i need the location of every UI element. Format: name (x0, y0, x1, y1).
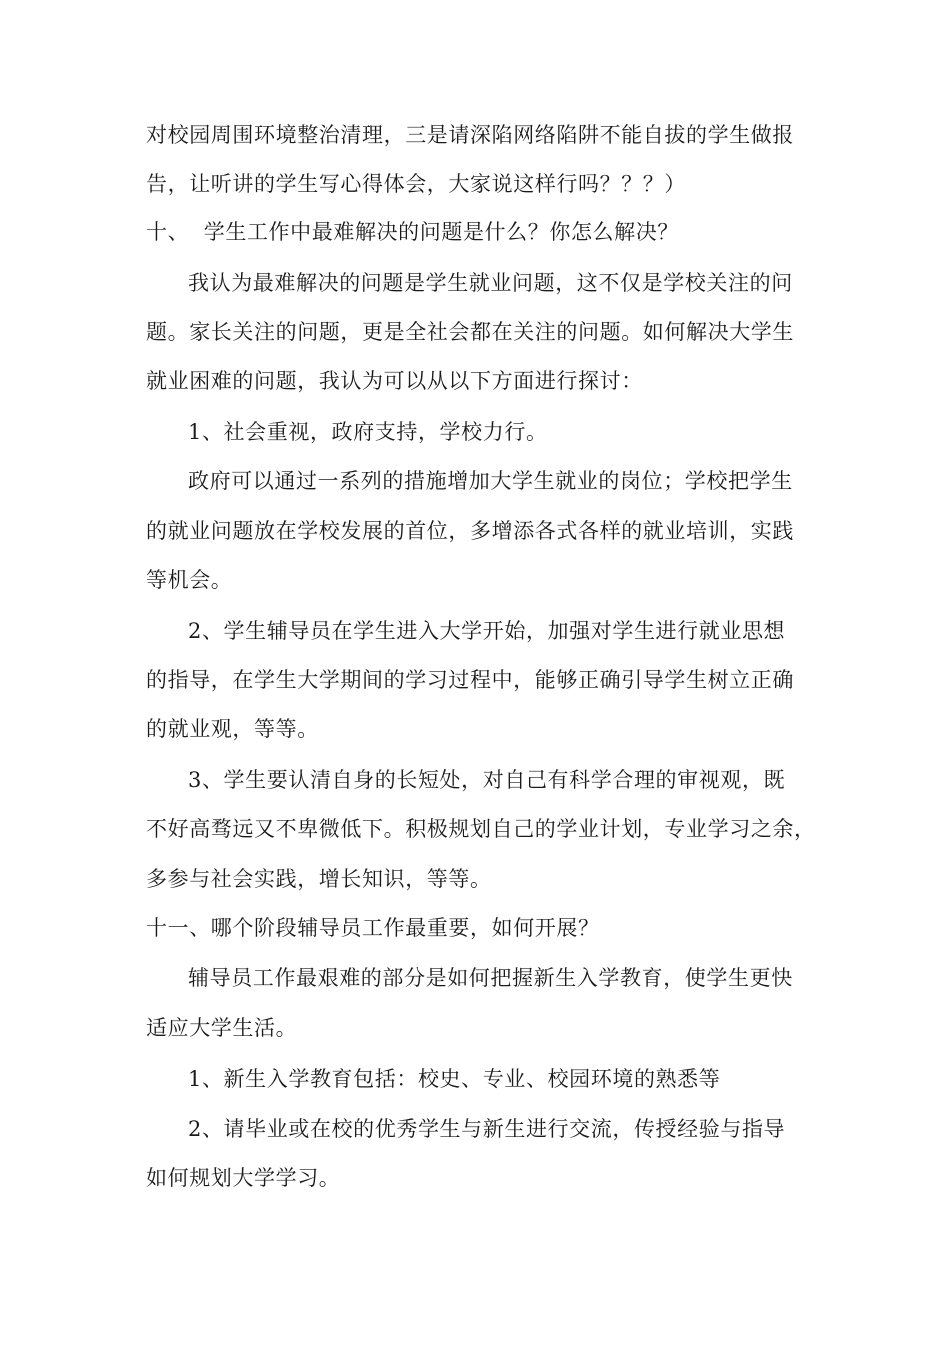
text-line: 的就业问题放在学校发展的首位，多增添各式各样的就业培训，实践 (146, 519, 794, 543)
text-line: 2、学生辅导员在学生进入大学开始，加强对学生进行就业思想 (188, 619, 786, 643)
text-line: 不好高骛远又不卑微低下。积极规划自己的学业计划，专业学习之余， (146, 817, 816, 841)
text-line: 3、学生要认清自身的长短处，对自己有科学合理的审视观，既 (188, 768, 786, 792)
text-line: 的就业观，等等。 (146, 717, 319, 741)
text-line: 我认为最难解决的问题是学生就业问题，这不仅是学校关注的问 (188, 271, 793, 295)
text-line: 题。家长关注的问题，更是全社会都在关注的问题。如何解决大学生 (146, 320, 794, 344)
section-heading-10: 十、 学生工作中最难解决的问题是什么？你怎么解决？ (146, 220, 679, 244)
text-line: 就业困难的问题，我认为可以从以下方面进行探讨： (146, 369, 643, 393)
text-line: 1、新生入学教育包括：校史、专业、校园环境的熟悉等 (188, 1067, 721, 1091)
text-line: 如何规划大学学习。 (146, 1166, 341, 1190)
text-line: 的指导，在学生大学期间的学习过程中，能够正确引导学生树立正确 (146, 668, 794, 692)
text-line: 2、请毕业或在校的优秀学生与新生进行交流，传授经验与指导 (188, 1117, 786, 1141)
text-line: 政府可以通过一系列的措施增加大学生就业的岗位；学校把学生 (188, 469, 793, 493)
section-heading-11: 十一、哪个阶段辅导员工作最重要，如何开展？ (146, 916, 600, 940)
text-line: 对校园周围环境整治清理，三是请深陷网络陷阱不能自拔的学生做报 (146, 123, 794, 147)
list-item-heading: 1、社会重视，政府支持，学校力行。 (188, 420, 548, 444)
text-line: 告，让听讲的学生写心得体会，大家说这样行吗？？？） (146, 172, 686, 196)
text-line: 适应大学生活。 (146, 1016, 298, 1040)
text-line: 等机会。 (146, 568, 233, 592)
text-line: 辅导员工作最艰难的部分是如何把握新生入学教育，使学生更快 (188, 966, 793, 990)
text-line: 多参与社会实践，增长知识，等等。 (146, 867, 492, 891)
